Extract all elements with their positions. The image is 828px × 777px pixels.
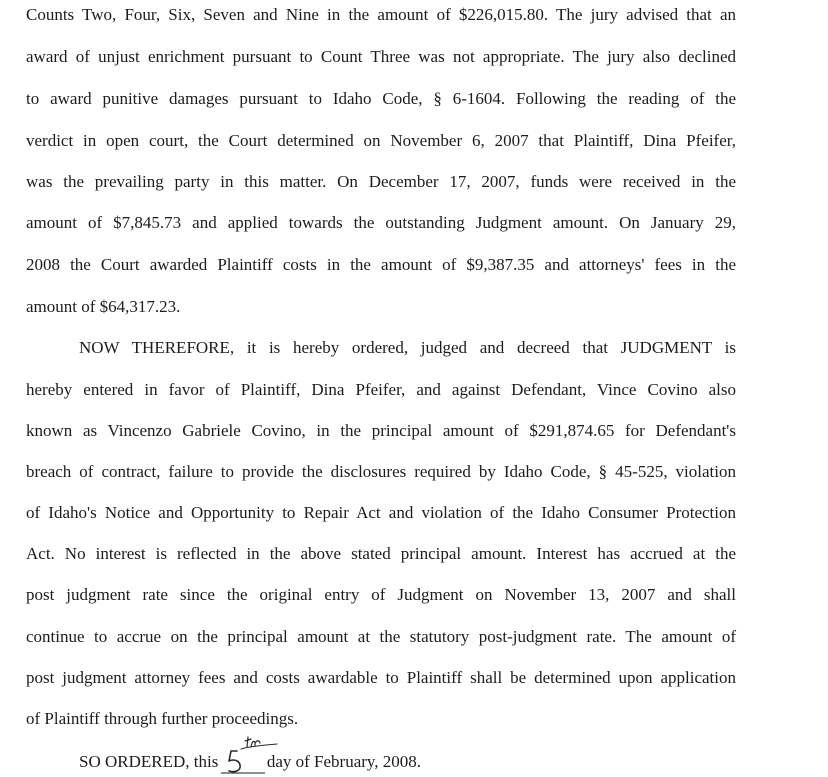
handwritten-day: [225, 755, 261, 773]
body-line-9: NOW THEREFORE, it is hereby ordered, judged and decreed that JUDGMENT is: [79, 338, 736, 357]
body-line-17: post judgment attorney fees and costs awardable to Plaintiff shall be determined upon application: [26, 668, 736, 687]
handwritten-day-mark: [221, 735, 281, 777]
body-line-15: post judgment rate since the original entry of Judgment on November 13, 2007 and shall: [26, 585, 736, 604]
body-line-1: Counts Two, Four, Six, Seven and Nine in the amount of $226,015.80. The jury advised that an: [26, 5, 736, 24]
body-line-12: breach of contract, failure to provide the disclosures required by Idaho Code, § 45-525, violation: [26, 462, 736, 481]
body-line-13: of Idaho's Notice and Opportunity to Repair Act and violation of the Idaho Consumer Protection: [26, 503, 736, 522]
body-line-18: of Plaintiff through further proceedings.: [26, 709, 299, 728]
closing-suffix: day of February, 2008.: [266, 752, 422, 771]
body-line-4: verdict in open court, the Court determined on November 6, 2007 that Plaintiff, Dina Pfeifer,: [26, 131, 736, 150]
body-line-10: hereby entered in favor of Plaintiff, Dina Pfeifer, and against Defendant, Vince Covino also: [26, 380, 736, 399]
body-line-11: known as Vincenzo Gabriele Covino, in the principal amount of $291,874.65 for Defendant's: [26, 421, 736, 440]
body-line-8: amount of $64,317.23.: [26, 297, 181, 316]
body-line-7: 2008 the Court awarded Plaintiff costs in the amount of $9,387.35 and attorneys' fees in the: [26, 255, 736, 274]
body-line-6: amount of $7,845.73 and applied towards the outstanding Judgment amount. On January 29,: [26, 213, 736, 232]
closing-line: [79, 751, 421, 773]
body-line-5: was the prevailing party in this matter. On December 17, 2007, funds were received in the: [26, 172, 736, 191]
body-line-16: continue to accrue on the principal amount at the statutory post-judgment rate. The amount of: [26, 627, 736, 646]
body-line-2: award of unjust enrichment pursuant to Count Three was not appropriate. The jury also declined: [26, 47, 736, 66]
body-line-14: Act. No interest is reflected in the above stated principal amount. Interest has accrued at the: [26, 544, 736, 563]
closing-prefix: SO ORDERED, this: [79, 752, 219, 771]
body-line-3: to award punitive damages pursuant to Idaho Code, § 6-1604. Following the reading of the: [26, 89, 736, 108]
